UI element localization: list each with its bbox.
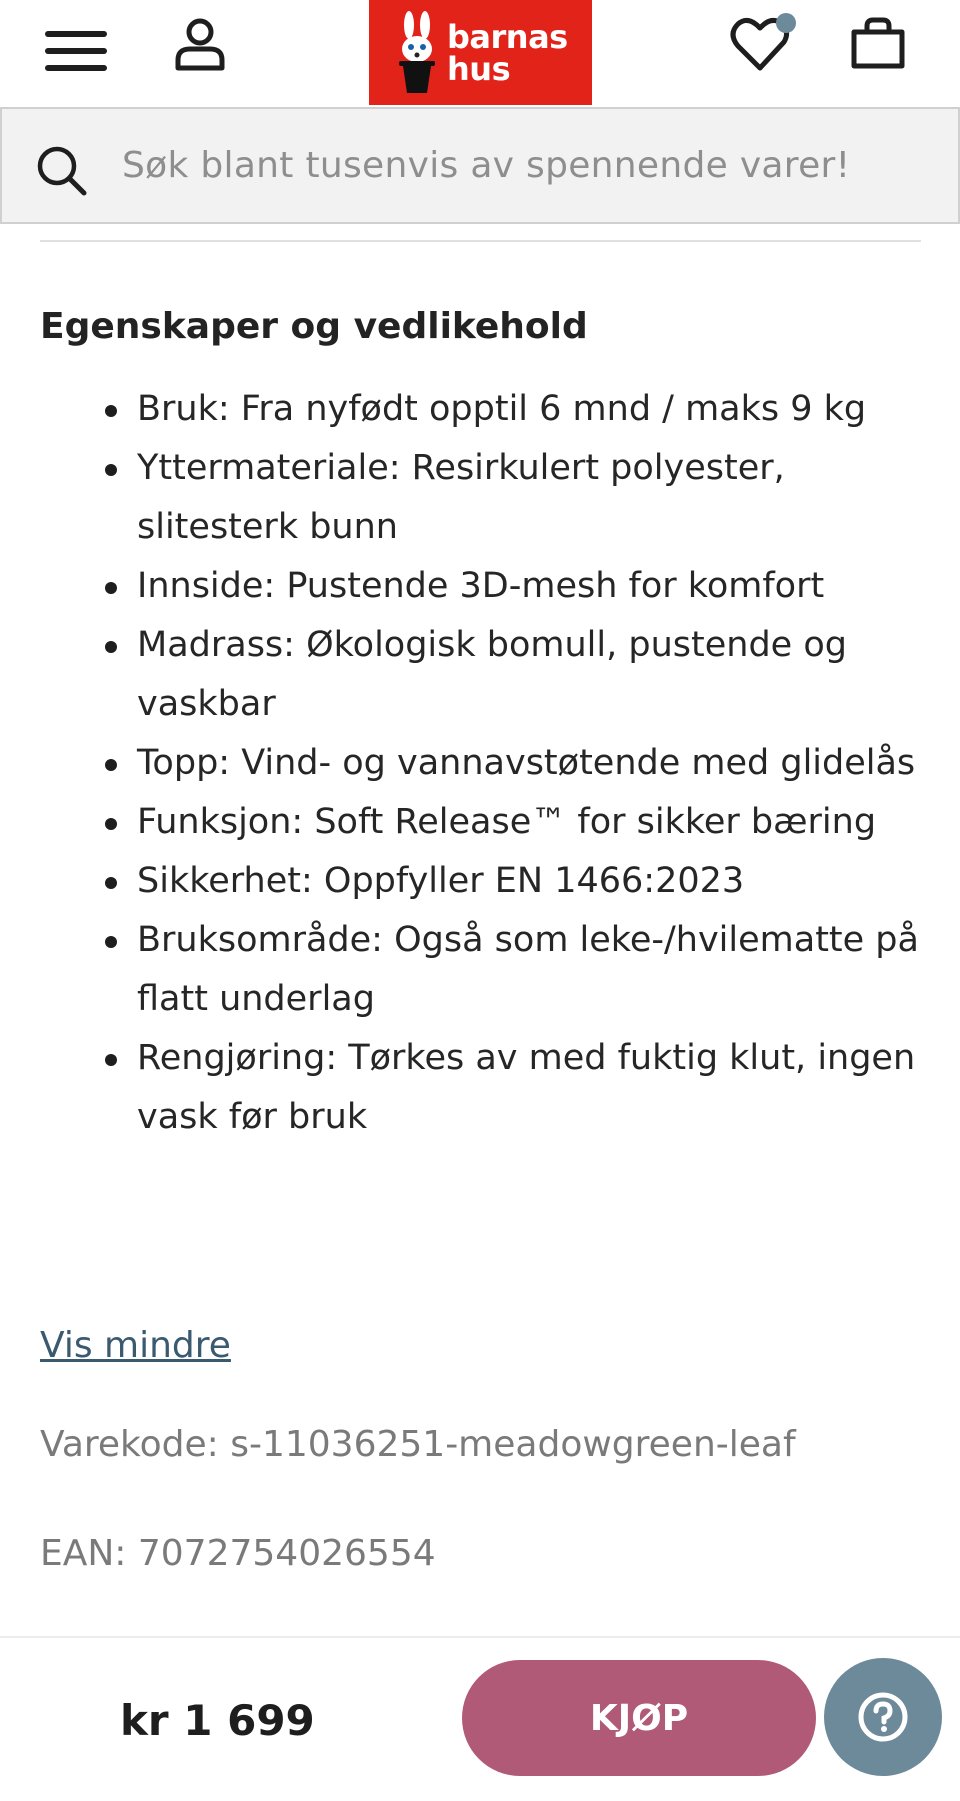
list-item: Yttermateriale: Resirkulert polyester, slitesterk bunn <box>0 439 960 557</box>
list-item: Topp: Vind- og vannavstøtende med glidelås <box>0 734 960 793</box>
list-item: Funksjon: Soft Release™ for sikker bæring <box>0 793 960 852</box>
list-item: Bruk: Fra nyfødt opptil 6 mnd / maks 9 kg <box>0 380 960 439</box>
search-bar[interactable] <box>0 107 960 224</box>
user-icon[interactable] <box>174 16 226 72</box>
list-item: Bruksområde: Også som leke-/hvilematte på flatt underlag <box>0 911 960 1029</box>
divider <box>40 240 921 242</box>
list-item: Rengjøring: Tørkes av med fuktig klut, ingen vask før bruk <box>0 1029 960 1147</box>
question-mark-icon <box>857 1691 909 1743</box>
help-button[interactable] <box>824 1658 942 1776</box>
menu-icon[interactable] <box>45 31 107 71</box>
ean-text: EAN: 7072754026554 <box>40 1533 436 1574</box>
site-header <box>0 0 960 107</box>
list-item: Sikkerhet: Oppfyller EN 1466:2023 <box>0 852 960 911</box>
sku-text: Varekode: s-11036251-meadowgreen-leaf <box>40 1424 796 1465</box>
section-title: Egenskaper og vedlikehold <box>40 306 588 347</box>
show-less-link[interactable]: Vis mindre <box>40 1325 231 1366</box>
purchase-bar <box>0 1636 960 1801</box>
list-item: Madrass: Økologisk bomull, pustende og vaskbar <box>0 616 960 734</box>
rabbit-hat-logo-icon <box>393 11 441 95</box>
search-icon <box>36 145 88 197</box>
price: kr 1 699 <box>120 1696 315 1745</box>
feature-list <box>0 380 960 1147</box>
shopping-bag-icon[interactable] <box>850 16 906 70</box>
list-item: Innside: Pustende 3D-mesh for komfort <box>0 557 960 616</box>
heart-icon[interactable] <box>730 12 796 74</box>
wishlist-badge <box>776 13 796 33</box>
logo-text: barnas hus <box>447 17 568 88</box>
brand-logo[interactable] <box>369 0 592 105</box>
search-input[interactable]: Søk blant tusenvis av spennende varer! <box>122 145 851 186</box>
buy-button[interactable]: KJØP <box>462 1660 816 1776</box>
